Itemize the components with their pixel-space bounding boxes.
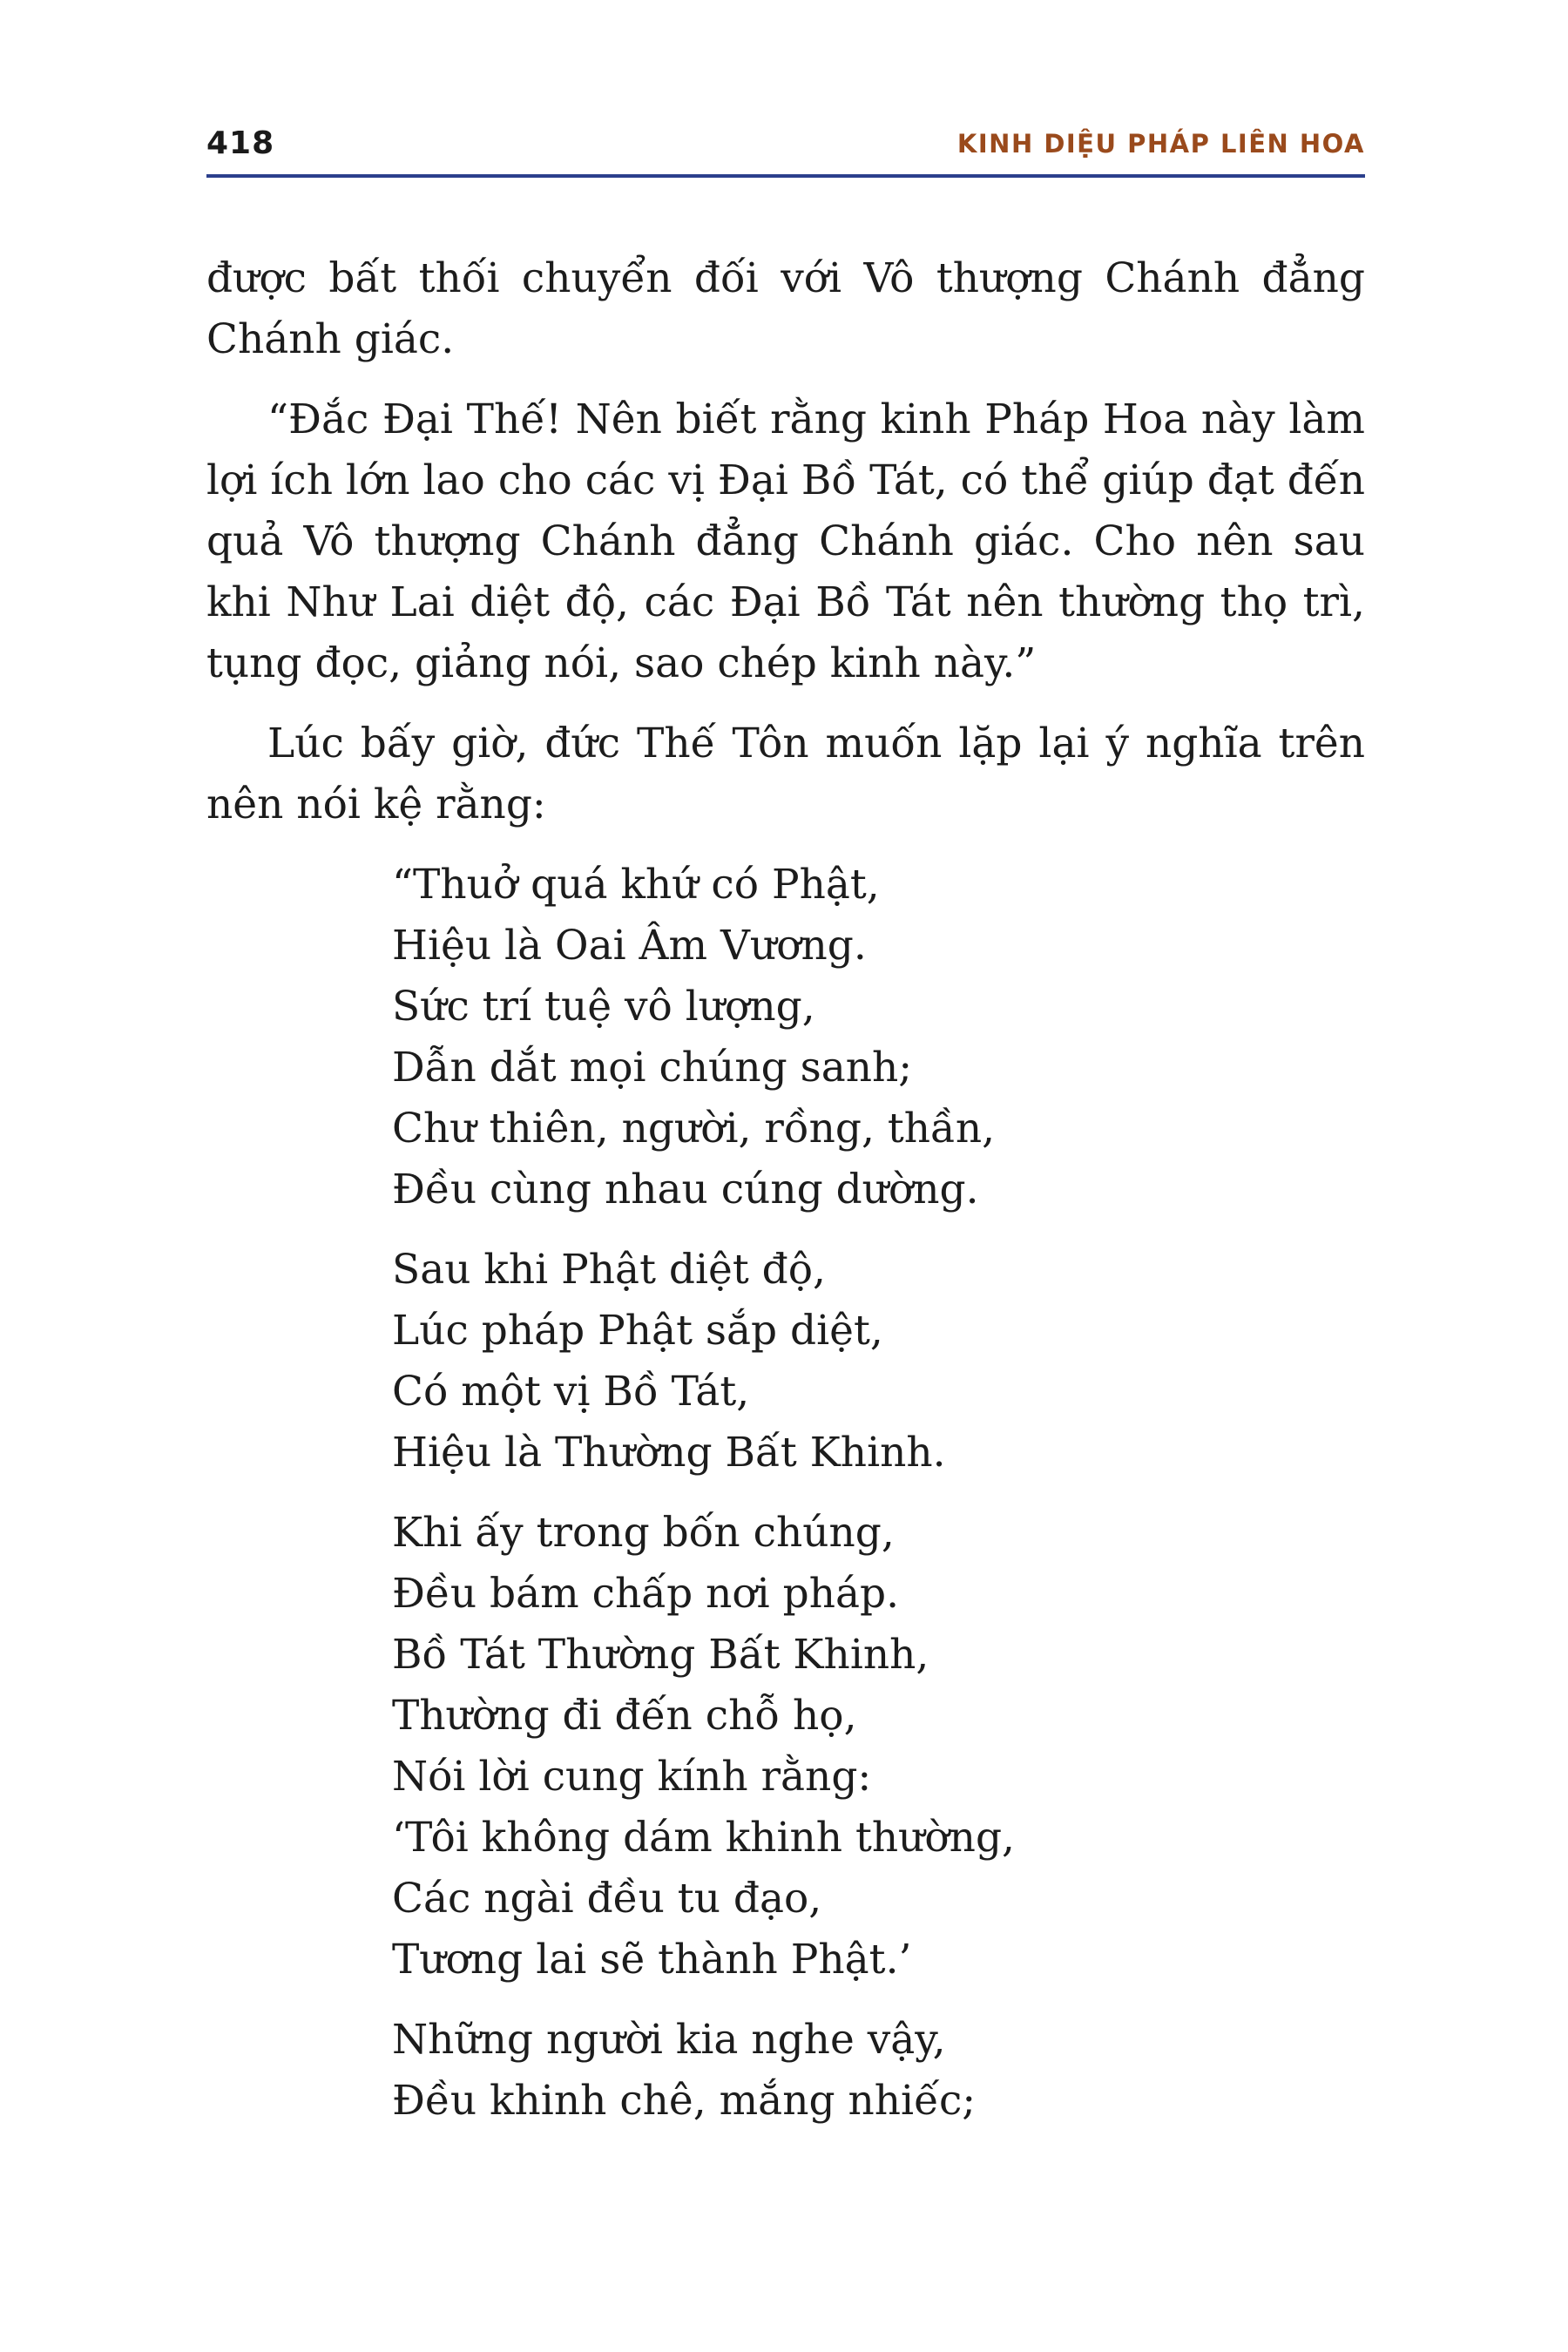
verse-stanza [392, 2010, 1365, 2132]
verse-line: Nói lời cung kính rằng: [392, 1753, 872, 1801]
paragraph-text: được bất thối chuyển đối với Vô thượng Chánh đẳng Chánh giác. [206, 254, 1365, 363]
paragraph [206, 713, 1365, 835]
paragraph-text: “Đắc Đại Thế! Nên biết rằng kinh Pháp Hoa này làm lợi ích lớn lao cho các vị Đại Bồ Tát, có thể giúp đạt đến quả Vô thượng Chánh đẳng Chánh giác. Cho nên sau khi Như Lai diệt độ, các Đại Bồ Tát nên thường thọ trì, tụng đọc, giảng nói, sao chép kinh này.” [206, 395, 1365, 687]
verse-stanza [392, 1240, 1365, 1484]
verse-line: ‘Tôi không dám khinh thường, [392, 1814, 1015, 1862]
page-body [206, 248, 1365, 2151]
verse-line: Chư thiên, người, rồng, thần, [392, 1105, 996, 1152]
verse-stanza [392, 855, 1365, 1220]
verse-line: Các ngài đều tu đạo, [392, 1875, 822, 1923]
verse-line: Có một vị Bồ Tát, [392, 1368, 750, 1416]
verse-line: Đều bám chấp nơi pháp. [392, 1570, 900, 1618]
verse-line: Dẫn dắt mọi chúng sanh; [392, 1044, 913, 1092]
verse-line: Hiệu là Oai Âm Vương. [392, 922, 867, 970]
paragraph [206, 389, 1365, 694]
verse-line: Đều cùng nhau cúng dường. [392, 1166, 979, 1213]
verse-line: Bồ Tát Thường Bất Khinh, [392, 1631, 929, 1679]
verse-stanza [392, 1503, 1365, 1990]
verse-line: “Thuở quá khứ có Phật, [392, 861, 880, 909]
verse-line: Những người kia nghe vậy, [392, 2016, 946, 2064]
verse-line: Đều khinh chê, mắng nhiếc; [392, 2077, 977, 2125]
verse-line: Hiệu là Thường Bất Khinh. [392, 1429, 946, 1477]
verse-line: Thường đi đến chỗ họ, [392, 1692, 857, 1740]
paragraph-text: Lúc bấy giờ, đức Thế Tôn muốn lặp lại ý nghĩa trên nên nói kệ rằng: [206, 720, 1365, 828]
page-header [206, 122, 1365, 174]
verse-line: Sau khi Phật diệt độ, [392, 1246, 826, 1294]
verse-line: Sức trí tuệ vô lượng, [392, 983, 815, 1031]
page-number: 418 [206, 125, 275, 161]
header-divider [206, 174, 1365, 178]
verse-line: Tương lai sẽ thành Phật.’ [392, 1936, 912, 1984]
verse-line: Lúc pháp Phật sắp diệt, [392, 1307, 883, 1355]
running-title: KINH DIỆU PHÁP LIÊN HOA [956, 129, 1365, 159]
verse-line: Khi ấy trong bốn chúng, [392, 1509, 895, 1557]
paragraph [206, 248, 1365, 370]
